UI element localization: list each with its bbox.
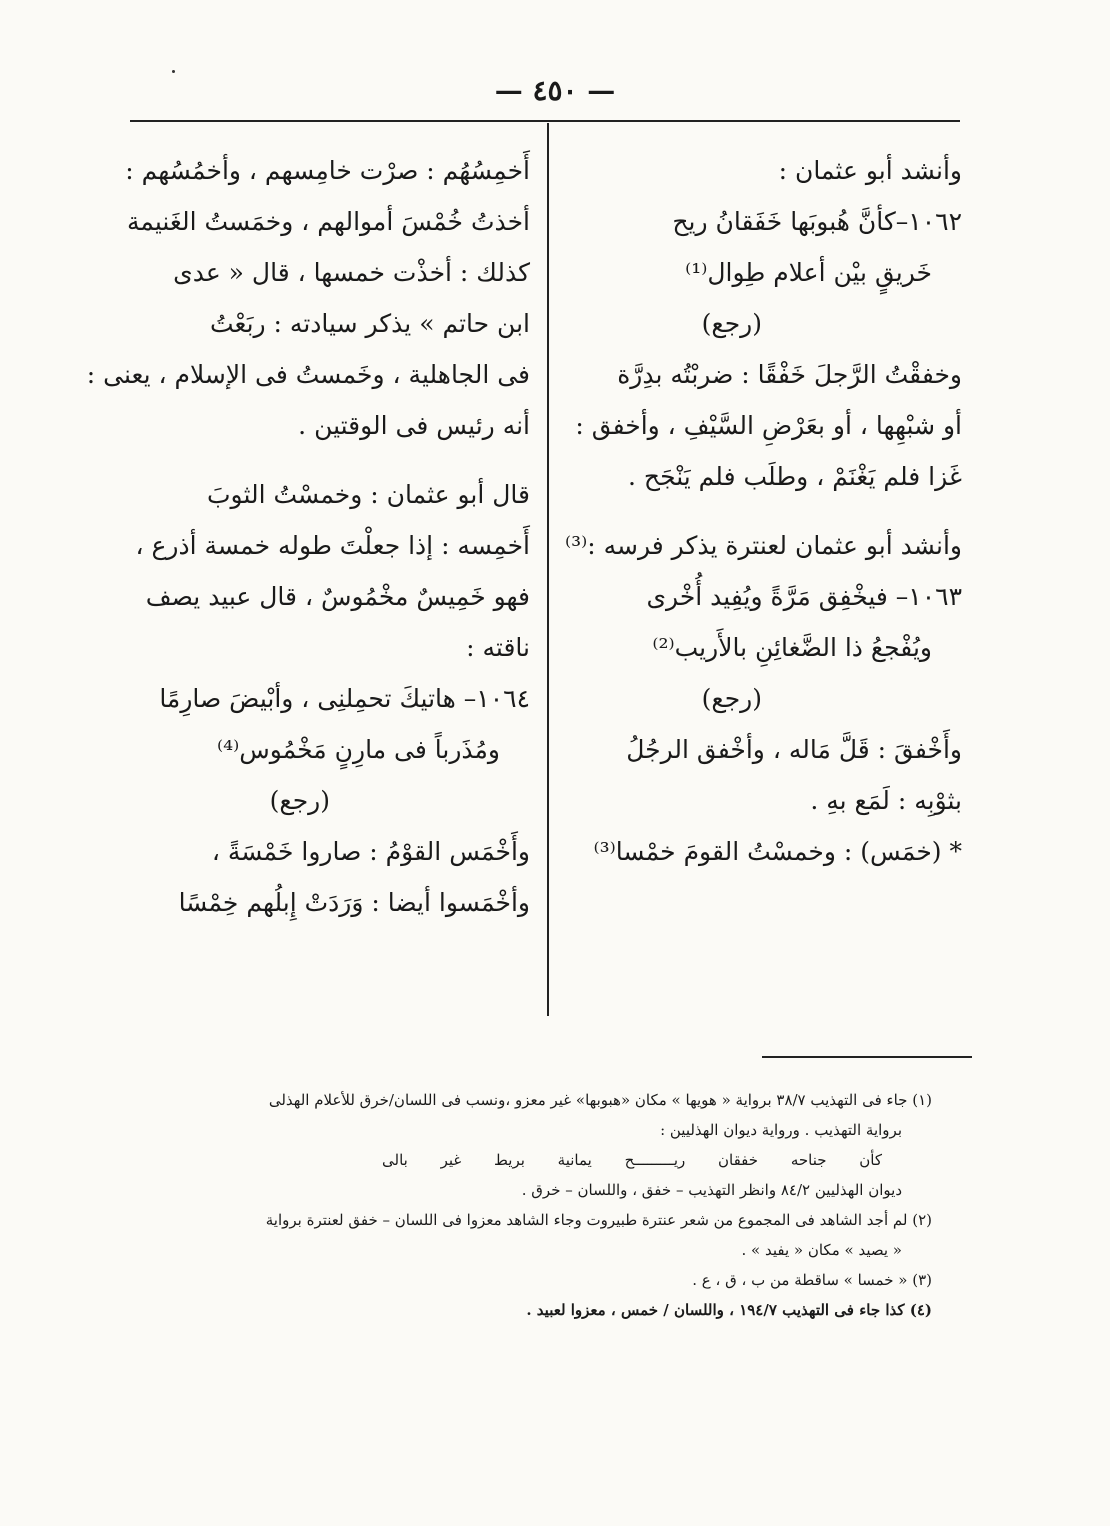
verse-line: ١٠٦٤– هاتيكَ تحمِلنِى ، وأبْيضَ صارِمًا	[159, 684, 530, 713]
footnote-2: (٢) لم أجد الشاهد فى المجموع من شعر عنترة طبيروت وجاء الشاهد معزوا فى اللسان – خفق لعنترة برواية	[265, 1211, 932, 1229]
text-line: وخفقْتُ الرَّجلَ خَفْقًا : ضربْتُه بدِرَّة	[617, 360, 962, 389]
footnote-1-source: ديوان الهذليين ٨٤/٢ وانظر التهذيب – خفق ، واللسان – خرق .	[521, 1181, 902, 1199]
text-line: ابن حاتم » يذكر سيادته : ربَعْتُ	[209, 309, 530, 338]
print-speck	[172, 70, 175, 73]
footnote-2-cont: « يصيد » مكان « يفيد » .	[741, 1241, 902, 1259]
footnote-1: (١) جاء فى التهذيب ٣٨/٧ برواية « هويها » مكان «هبوبها» غير معزو ،ونسب فى اللسان/خرق للأعلام الهذلى	[268, 1091, 932, 1109]
verse-marker: (رجع)	[701, 684, 762, 713]
footnote-1-cont: برواية التهذيب . ورواية ديوان الهذليين :	[660, 1121, 902, 1139]
text-line: وأنشد أبو عثمان لعنترة يذكر فرسه :⁽³⁾	[564, 531, 962, 560]
left-column	[86, 145, 530, 928]
entry-heading: * (خمَس) : وخمسْتُ القومَ خمْسا⁽³⁾	[593, 837, 962, 866]
verse-line: ويُفْجعُ ذا الضَّغائِنِ بالأَريب⁽²⁾	[652, 633, 932, 662]
verse-line: ومُذَرباً فى مارِنٍ مَخْمُوس⁽⁴⁾	[216, 735, 500, 764]
text-line: أخذتُ خُمْسَ أموالهم ، وخمَستُ الغَنيمة	[126, 207, 530, 236]
text-line: أنه رئيس فى الوقتين .	[298, 411, 530, 440]
text-line: غَزا فلم يَغْنَمْ ، وطلَب فلم يَنْجَح .	[628, 462, 962, 491]
text-line: وأَخْفقَ : قَلَّ مَاله ، وأخْفق الرجُلُ	[626, 735, 962, 764]
text-line: أَخمِسُهُم : صرْت خامِسهم ، وأخمُسُهم :	[125, 156, 530, 185]
header-rule	[130, 120, 960, 122]
verse-line: ١٠٦٢–كأنَّ هُبوبَها خَفَقانُ ريح	[672, 207, 962, 236]
footnotes	[120, 1085, 932, 1325]
text-line: ناقته :	[466, 633, 530, 662]
page-number: — ٤٥٠ —	[494, 74, 616, 107]
text-line: فى الجاهلية ، وخَمستُ فى الإسلام ، يعنى :	[86, 360, 530, 389]
footnote-4: (٤) كذا جاء فى التهذيب ١٩٤/٧ ، واللسان / خمس ، معزوا لعبيد .	[526, 1301, 932, 1319]
text-line: فهو خَمِيسٌ مخْمُوسٌ ، قال عبيد يصف	[145, 582, 530, 611]
text-line: قال أبو عثمان : وخمسْتُ الثوبَ	[207, 480, 530, 509]
text-line: كذلك : أخذْت خمسها ، قال « عدى	[173, 258, 530, 287]
footnote-3: (٣) « خمسا » ساقطة من ب ، ق ، ع .	[692, 1271, 932, 1289]
column-divider	[547, 123, 549, 1016]
verse-marker: (رجع)	[701, 309, 762, 338]
text-line: بثوْبِه : لَمَع بهِ .	[810, 786, 962, 815]
verse-line: خَريقٍ بيْن أعلام طِوال⁽¹⁾	[685, 258, 932, 287]
right-column	[564, 145, 962, 877]
text-line: أَخمِسه : إذا جعلْتَ طوله خمسة أذرع ،	[135, 531, 530, 560]
footnote-1-verse: كأن جناحه خفقان ريـــــــــح يمانية بريط غير بالى	[382, 1151, 882, 1169]
footnote-rule	[762, 1056, 972, 1058]
verse-marker: (رجع)	[269, 786, 330, 815]
text-line: وأخْمَسوا أيضا : وَرَدَتْ إِبلُهم خِمْسًا	[178, 888, 530, 917]
text-line: وأَخْمَس القوْمُ : صاروا خَمْسَةً ،	[211, 837, 530, 866]
verse-line: ١٠٦٣– فيخْفِق مَرَّةً ويُفِيد أُخْرى	[646, 582, 962, 611]
text-line: وأنشد أبو عثمان :	[778, 156, 962, 185]
text-line: أو شبْهِها ، أو بعَرْضِ السَّيْفِ ، وأخفق :	[575, 411, 962, 440]
